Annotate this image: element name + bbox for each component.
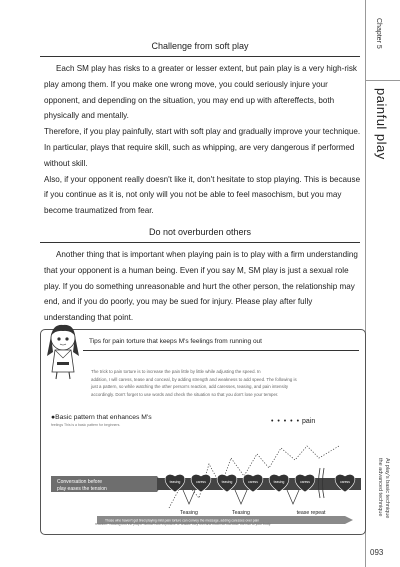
progress-arrow-text: Those who haven't got tired playing mild pain torture can convey the message, adding caresses over pain (105, 518, 260, 523)
pain-legend (271, 418, 315, 425)
paragraph: Also, if your opponent really doesn't like it, don't hesitate to stop playing. This is because if you continue as it is, not only will you not be able to feel masochism, but you may become traumatized from fear. (44, 174, 361, 216)
heart-label: caress (300, 480, 310, 484)
chapter-label: Chapter 5 (375, 18, 382, 49)
section-body (44, 247, 364, 326)
tease-repeat-label: tease repeat (296, 510, 326, 516)
conversation-banner-text: Conversation before play eases the tension (57, 479, 107, 492)
tips-callout (40, 329, 366, 535)
section-body (44, 61, 364, 219)
paragraph: Each SM play has risks to a greater or lesser extent, but pain play is a very high-risk play among them. If you make one wrong move, you could seriously injure your opponent, and depending on the situation, you may end up with aftereffects, both physically and mentally. (44, 64, 357, 121)
heading-rule (40, 56, 360, 57)
section-heading: Challenge from soft play (151, 41, 249, 51)
callout-title: Tips for pain torture that keeps M's feelings from running out (83, 338, 359, 351)
heart-label: caress (248, 480, 258, 484)
callout-note: reaction. Teasing lets the player decide how explosive or unsafe they feel and must not increase the risk to your body. (95, 522, 272, 526)
callout-line: accordingly. Don't forget to use words and check the situation so that you don't lose your temper. (91, 391, 279, 397)
basic-pattern-subtitle: feelings This is a basic pattern for beginners. (51, 423, 121, 427)
heart-label: teasing (169, 480, 181, 484)
running-footer-line: the advanced technique (377, 458, 383, 517)
callout-line: addition, I will caress, tease and conceal, by adding strength and weakness to add speed. The following is (91, 376, 297, 382)
heart-label: teasing (221, 480, 233, 484)
pain-legend-dots: • • • • • (271, 418, 301, 425)
page-number: 093 (370, 548, 384, 557)
heart-label: teasing (273, 480, 285, 484)
chapter-title: painful play (374, 88, 389, 160)
paragraph: Therefore, if you play painfully, start with soft play and gradually improve your technique. In particular, plays that require skill, such as whipping, are very dangerous if performed without skill. (44, 127, 361, 168)
section-heading: Do not overburden others (148, 227, 252, 237)
heart-label: caress (340, 480, 350, 484)
pattern-diagram (49, 428, 361, 524)
running-footer-line: At play's basic technique (384, 458, 390, 519)
heading-rule (40, 242, 360, 243)
running-footer (368, 458, 390, 548)
teasing-label: Teasing (232, 510, 250, 516)
teasing-label: Teasing (180, 510, 198, 516)
mascot-illustration (43, 322, 83, 380)
callout-line: just a pattern, so while watching the other person's reaction, add caresses, teasing, and pain intensity (91, 384, 289, 390)
paragraph: Another thing that is important when playing pain is to play with a firm understanding that your opponent is a human being. Even if you say M, SM play is just a sexual role play. If you do something unreasonable and hurt the other person, the relationship may end, and if you do poorly, you may be sued for injury. Please play after fully understanding that point. (44, 250, 358, 323)
teasing-spikes (183, 490, 299, 504)
conversation-banner (51, 476, 163, 492)
callout-line: The trick to pain torture is to increase the pain little by little while adjusting the speed. In (91, 369, 261, 374)
callout-body (91, 368, 359, 398)
heart-label: caress (196, 480, 206, 484)
basic-pattern-title: ●Basic pattern that enhances M's (51, 414, 152, 421)
pain-legend-label: pain (302, 418, 316, 425)
chapter-tab-rule (365, 80, 400, 81)
